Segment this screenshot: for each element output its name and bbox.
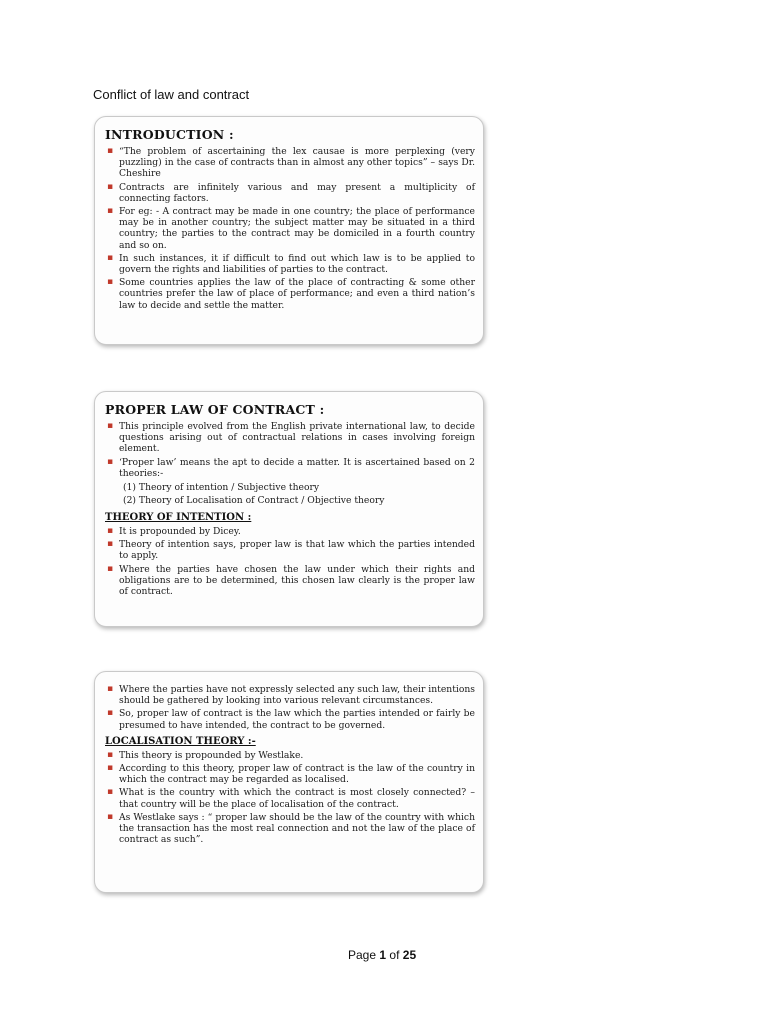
slide-heading: INTRODUCTION :	[105, 127, 234, 142]
theory-item: (1) Theory of intention / Subjective theory	[123, 482, 320, 494]
slide-heading: PROPER LAW OF CONTRACT :	[105, 402, 325, 417]
page-total: 25	[402, 948, 417, 962]
page-footer	[348, 948, 416, 962]
theory-item: (2) Theory of Localisation of Contract / Objective theory	[123, 495, 385, 507]
bullet-item: ▪ Where the parties have not expressly selected any such law, their intentions should be gathered by looking into various relevant circumstances.	[105, 684, 475, 706]
bullet-item: ▪ Where the parties have chosen the law under which their rights and obligations are to be determined, this chosen law clearly is the proper law of contract.	[105, 564, 475, 598]
bullet-list	[105, 146, 475, 311]
page-label: Page	[348, 948, 377, 962]
bullet-list	[105, 421, 475, 479]
bullet-list	[105, 684, 475, 731]
bullet-item: ▪ Theory of intention says, proper law is that law which the parties intended to apply.	[105, 539, 475, 561]
bullet-item: ▪ According to this theory, proper law of contract is the law of the country in which the contract may be regarded as localised.	[105, 763, 475, 785]
of-label: of	[389, 948, 400, 962]
document-title: Conflict of law and contract	[93, 87, 250, 102]
bullet-item: ▪ As Westlake says : “ proper law should be the law of the country with which the transaction has the most real connection and not the law of the place of contract as such”.	[105, 812, 475, 846]
bullet-item: ▪ In such instances, it if difficult to find out which law is to be applied to govern the rights and liabilities of parties to the contract.	[105, 253, 475, 275]
sub-heading: LOCALISATION THEORY :-	[105, 735, 256, 747]
bullet-list	[105, 750, 475, 846]
bullet-item: ▪ ‘Proper law’ means the apt to decide a matter. It is ascertained based on 2 theories:-	[105, 457, 475, 479]
sub-heading: THEORY OF INTENTION :	[105, 512, 252, 524]
bullet-item: ▪ So, proper law of contract is the law which the parties intended or fairly be presumed to have intended, the contract to be governed.	[105, 708, 475, 730]
bullet-list	[105, 526, 475, 597]
slide-introduction	[94, 116, 484, 345]
bullet-item: ▪ “The problem of ascertaining the lex causae is more perplexing (very puzzling) in the case of contracts than in almost any other topics” – says Dr. Cheshire	[105, 146, 475, 180]
bullet-item: ▪ Some countries applies the law of the place of contracting & some other countries prefer the law of place of performance; and even a third nation’s law to decide and settle the matter.	[105, 277, 475, 311]
bullet-item: ▪ What is the country with which the contract is most closely connected? – that country will be the place of localisation of the contract.	[105, 787, 475, 809]
slide-localisation	[94, 671, 484, 893]
slide-proper-law	[94, 391, 484, 627]
bullet-item: ▪ For eg: - A contract may be made in one country; the place of performance may be in another country; the subject matter may be situated in a third country; the parties to the contract may be domiciled in a fourth country and so on.	[105, 206, 475, 251]
bullet-item: ▪ It is propounded by Dicey.	[105, 526, 475, 537]
bullet-item: ▪ Contracts are infinitely various and may present a multiplicity of connecting factors.	[105, 182, 475, 204]
bullet-item: ▪ This theory is propounded by Westlake.	[105, 750, 475, 761]
page-number: 1	[379, 948, 387, 962]
bullet-item: ▪ This principle evolved from the English private international law, to decide questions arising out of contractual relations in cases involving foreign element.	[105, 421, 475, 455]
